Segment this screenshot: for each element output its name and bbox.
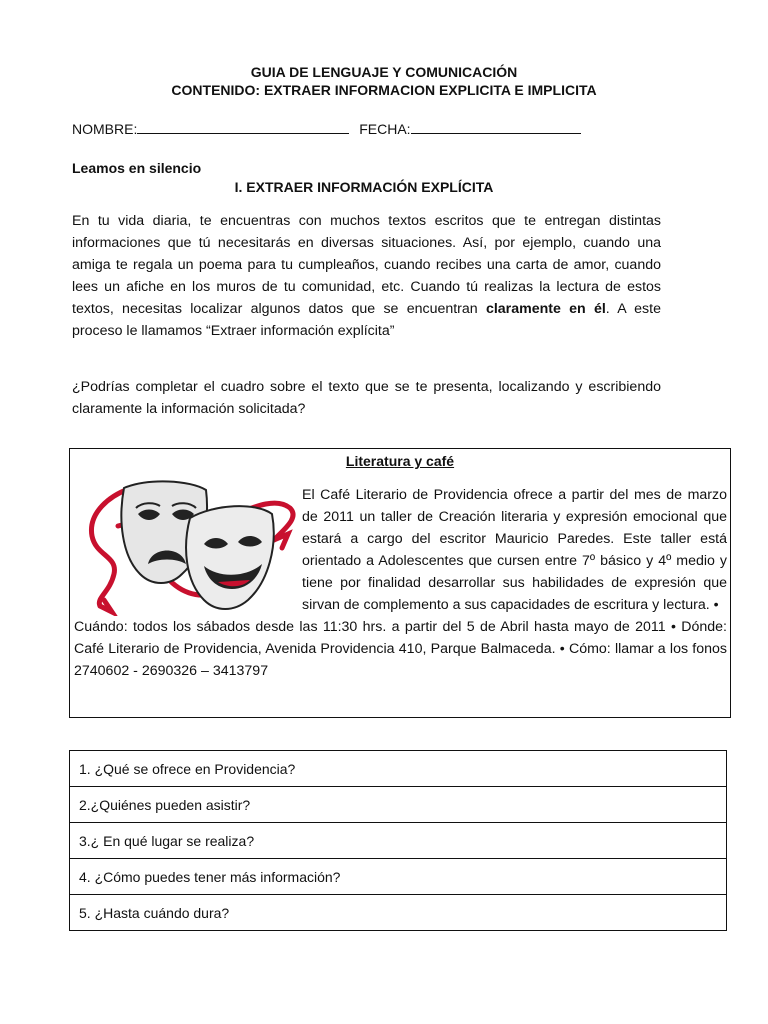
question-cell[interactable]: 3.¿ En qué lugar se realiza?: [70, 823, 727, 859]
date-label: FECHA:: [359, 121, 411, 137]
question-cell[interactable]: 1. ¿Qué se ofrece en Providencia?: [70, 751, 727, 787]
question-intro-paragraph: ¿Podrías completar el cuadro sobre el texto que se te presenta, localizando y escribiendo claramente la información solicitada?: [72, 379, 661, 417]
reading-box-title: Literatura y café: [345, 453, 455, 469]
table-row: [70, 823, 727, 859]
intro-bold-phrase: claramente en él: [485, 301, 606, 317]
reading-box: [69, 448, 731, 718]
reading-box-details: Cuándo: todos los sábados desde las 11:30 hrs. a partir del 5 de Abril hasta mayo de 2011 • Dónde: Café Literario de Providencia, Avenida Providencia 410, Parque Balmaceda. • Cómo: llamar a los fonos 2740602 - 2690326 – 3413797: [74, 619, 727, 679]
name-blank-line[interactable]: [137, 121, 349, 134]
question-cell[interactable]: 4. ¿Cómo puedes tener más información?: [70, 859, 727, 895]
reading-instruction: Leamos en silencio: [72, 160, 202, 176]
intro-paragraph: En tu vida diaria, te encuentras con muchos textos escritos que te entregan distintas informaciones que tú necesitarás en diversas situaciones. Así, por ejemplo, cuando una amiga te regala un poema para tu cumpleaños, cuando recibes una carta de amor, cuando lees un afiche en los muros de tu comunidad, etc. Cuando tú realizas la lectura de estos textos, necesitas localizar algunos datos que se encuentran claramente en él. A este proceso le llamamos “Extraer información explícita”: [72, 213, 661, 339]
student-fields: [72, 121, 581, 137]
name-label: NOMBRE:: [72, 121, 138, 137]
table-row: [70, 895, 727, 931]
questions-table: [69, 750, 727, 931]
theatre-masks-icon: [78, 474, 300, 616]
table-row: [70, 787, 727, 823]
question-cell[interactable]: 5. ¿Hasta cuándo dura?: [70, 895, 727, 931]
section-title: I. EXTRAER INFORMACIÓN EXPLÍCITA: [234, 179, 494, 195]
reading-box-text: El Café Literario de Providencia ofrece a partir del mes de marzo de 2011 un taller de Creación literaria y expresión emocional que estará a cargo del escritor Mauricio Paredes. Este taller está orientado a Adolescentes que cursen entre 7º básico y 4º medio y tiene por finalidad desarrollar sus habilidades de expresión que sirvan de complemento a sus capacidades de escritura y lectura. •: [302, 487, 727, 613]
question-cell[interactable]: 2.¿Quiénes pueden asistir?: [70, 787, 727, 823]
worksheet-title: GUIA DE LENGUAJE Y COMUNICACIÓN: [250, 64, 518, 80]
table-row: [70, 751, 727, 787]
table-row: [70, 859, 727, 895]
date-blank-line[interactable]: [411, 121, 581, 134]
worksheet-subtitle: CONTENIDO: EXTRAER INFORMACION EXPLICITA E IMPLICITA: [171, 82, 597, 98]
